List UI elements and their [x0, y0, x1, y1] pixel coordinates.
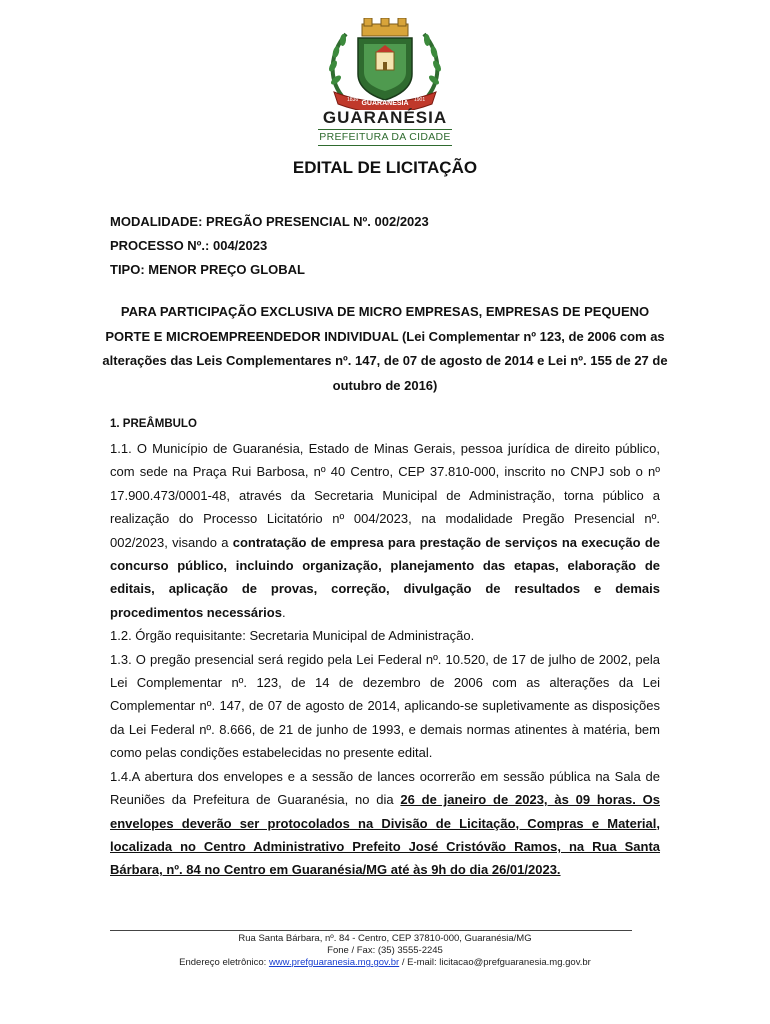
- section-heading: 1. PREÂMBULO: [110, 418, 197, 430]
- footer-contacts: [0, 957, 770, 969]
- document-title: EDITAL DE LICITAÇÃO: [292, 158, 478, 177]
- crest-banner-text: GUARANÉSIA: [361, 100, 409, 107]
- org-divider-bottom: [318, 145, 452, 146]
- org-name: GUARANÉSIA: [322, 108, 448, 127]
- paragraph-1-4: [110, 765, 660, 882]
- footer-divider: [110, 930, 632, 931]
- paragraph-1-4-text: 1.4.A abertura dos envelopes e a sessão de lances ocorrerão em sessão pública na Sala de Reuniões da Prefeitura de Guaranésia, no dia: [110, 768, 660, 808]
- crest-year-left: 1836: [347, 97, 359, 103]
- crest-icon: [320, 18, 450, 110]
- tipo-line: TIPO: MENOR PREÇO GLOBAL: [110, 262, 305, 277]
- footer: [0, 933, 770, 969]
- preamble-body: [110, 437, 660, 882]
- footer-email: / E-mail: licitacao@prefguaranesia.mg.gov.br: [399, 957, 591, 968]
- footer-phone: Fone / Fax: (35) 3555-2245: [327, 945, 443, 956]
- footer-website-link[interactable]: www.prefguaranesia.mg.gov.br: [268, 957, 400, 968]
- paragraph-1-4-date-location: 26 de janeiro de 2023, às 09 horas. Os envelopes deverão ser protocolados na Divisão de Licitação, Compras e Material, localizada no Centro Administrativo Prefeito José Cristóvão Ramos, na Rua Santa Bárbara, nº. 84 no Centro em Guaranésia/MG até às 9h do dia 26/01/2023.: [110, 792, 660, 878]
- paragraph-1-3: 1.3. O pregão presencial será regido pela Lei Federal nº. 10.520, de 17 de julho de 2002, pela Lei Complementar nº. 123, de 14 de dezembro de 2006 com as alterações da Lei Complementar nº. 147, de 07 de agosto de 2014, aplicando-se supletivamente as disposições da Lei Federal nº. 8.666, de 21 de junho de 1993, e demais normas atinentes à matéria, bem como pelas condições estabelecidas no presente edital.: [110, 651, 660, 761]
- crest-year-right: 1901: [414, 97, 426, 103]
- paragraph-1-1-object: contratação de empresa para prestação de serviços na execução de concurso público, incluindo organização, planejamento das etapas, elaboração de editais, aplicação de provas, correção, divulgação de resultados e demais procedimentos necessários: [110, 534, 660, 620]
- paragraph-1-2: 1.2. Órgão requisitante: Secretaria Municipal de Administração.: [110, 628, 475, 644]
- bid-metadata: [110, 210, 429, 282]
- paragraph-1-1: [110, 437, 660, 624]
- paragraph-1-1-end: .: [281, 604, 286, 620]
- org-subtitle: PREFEITURA DA CIDADE: [319, 131, 451, 143]
- org-divider: [318, 129, 452, 130]
- processo-line: PROCESSO Nº.: 004/2023: [110, 238, 268, 253]
- exclusive-participation-notice: PARA PARTICIPAÇÃO EXCLUSIVA DE MICRO EMPRESAS, EMPRESAS DE PEQUENO PORTE E MICROEMPREENDEDOR INDIVIDUAL (Lei Complementar nº 123, de 2006 com as alterações das Leis Complementares nº. 147, de 07 de agosto de 2014 e Lei nº. 155 de 27 de outubro de 2016): [102, 304, 668, 393]
- footer-address: Rua Santa Bárbara, nº. 84 - Centro, CEP 37810-000, Guaranésia/MG: [238, 933, 532, 944]
- paragraph-1-1-text: 1.1. O Município de Guaranésia, Estado de Minas Gerais, pessoa jurídica de direito público, com sede na Praça Rui Barbosa, nº 40 Centro, CEP 37.810-000, inscrito no CNPJ sob o nº 17.900.473/0001-48, através da Secretaria Municipal de Administração, torna público a realização do Processo Licitatório nº 004/2023, na modalidade Pregão Presencial nº. 002/2023, visando a: [110, 441, 660, 550]
- footer-site-label: Endereço eletrônico:: [179, 957, 269, 968]
- modalidade-line: MODALIDADE: PREGÃO PRESENCIAL Nº. 002/2023: [110, 214, 429, 229]
- coat-of-arms: [0, 18, 770, 110]
